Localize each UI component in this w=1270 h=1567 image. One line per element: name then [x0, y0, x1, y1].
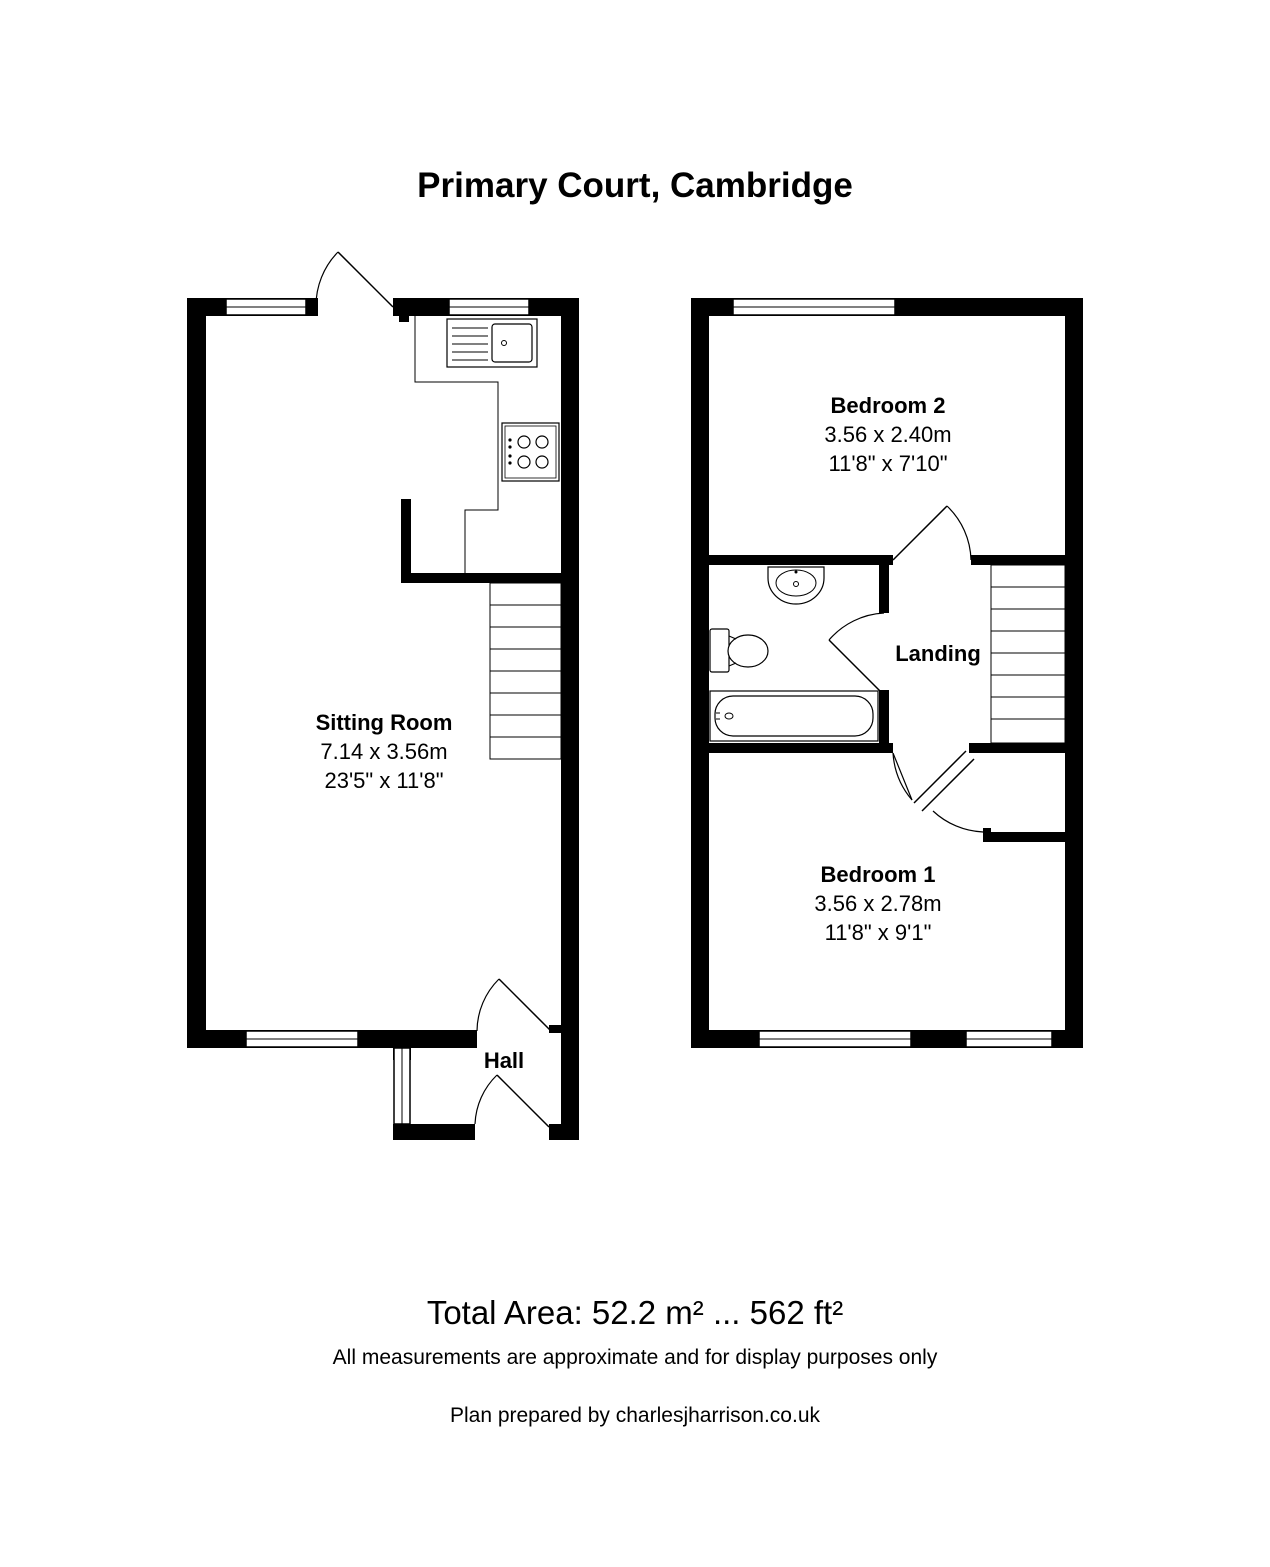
front-door — [475, 1075, 549, 1127]
bathroom-door — [829, 613, 884, 695]
landing-stairs — [991, 565, 1065, 743]
room-metric: 3.56 x 2.78m — [814, 891, 942, 916]
bedroom2-bottom-wall-left — [709, 555, 893, 565]
cupboard-door — [914, 751, 983, 832]
hall-bottom-wall-right — [549, 1124, 579, 1140]
back-door — [314, 252, 393, 316]
cupboard-top-wall — [969, 743, 1065, 753]
bedroom1-door — [893, 753, 912, 800]
bathroom-bottom-wall — [709, 743, 893, 753]
room-metric: 3.56 x 2.40m — [824, 422, 952, 447]
room-metric: 7.14 x 3.56m — [320, 739, 448, 764]
bedroom2-bottom-wall-right — [971, 555, 1065, 565]
basin-icon — [768, 567, 824, 604]
cupboard-bottom-wall — [983, 832, 1065, 842]
plan-title: Primary Court, Cambridge — [417, 166, 853, 205]
hall-right-wall — [561, 1030, 579, 1140]
disclaimer: All measurements are approximate and for display purposes only — [332, 1346, 938, 1369]
sitting-room-label — [284, 708, 484, 795]
bedroom2-door — [893, 506, 971, 560]
hob-icon — [502, 423, 559, 481]
hall-bottom-wall — [393, 1124, 475, 1140]
room-name: Hall — [483, 1048, 525, 1073]
hall-label — [454, 1046, 554, 1075]
sitting-room-left-wall — [187, 298, 206, 1048]
toilet-icon — [710, 629, 768, 672]
room-name: Sitting Room — [315, 710, 453, 735]
sink-icon — [447, 319, 537, 367]
hall-inner-door — [477, 979, 561, 1033]
room-name: Landing — [895, 641, 981, 666]
bathroom-right-wall-upper — [879, 565, 889, 613]
plan-credit: Plan prepared by charlesjharrison.co.uk — [449, 1404, 821, 1427]
room-name: Bedroom 2 — [830, 393, 946, 418]
landing-label — [878, 639, 998, 668]
bedroom1-label — [778, 860, 978, 947]
room-imperial: 11'8" x 9'1" — [824, 920, 932, 945]
right-wall-upper — [561, 298, 579, 1033]
kitchen-partition-vertical — [401, 499, 411, 583]
room-imperial: 11'8" x 7'10" — [828, 451, 948, 476]
ff-left-wall — [691, 298, 709, 1048]
bath-icon — [710, 691, 878, 741]
bedroom2-label — [788, 391, 988, 478]
kitchen-partition-horizontal — [401, 573, 561, 583]
ground-floor — [187, 252, 579, 1140]
bathroom-right-wall-lower — [879, 690, 889, 750]
room-imperial: 23'5" x 11'8" — [324, 768, 444, 793]
room-name: Bedroom 1 — [820, 862, 936, 887]
total-area: Total Area: 52.2 m² ... 562 ft² — [426, 1294, 844, 1331]
ground-stairs — [490, 583, 561, 759]
ff-right-wall — [1065, 298, 1083, 1048]
